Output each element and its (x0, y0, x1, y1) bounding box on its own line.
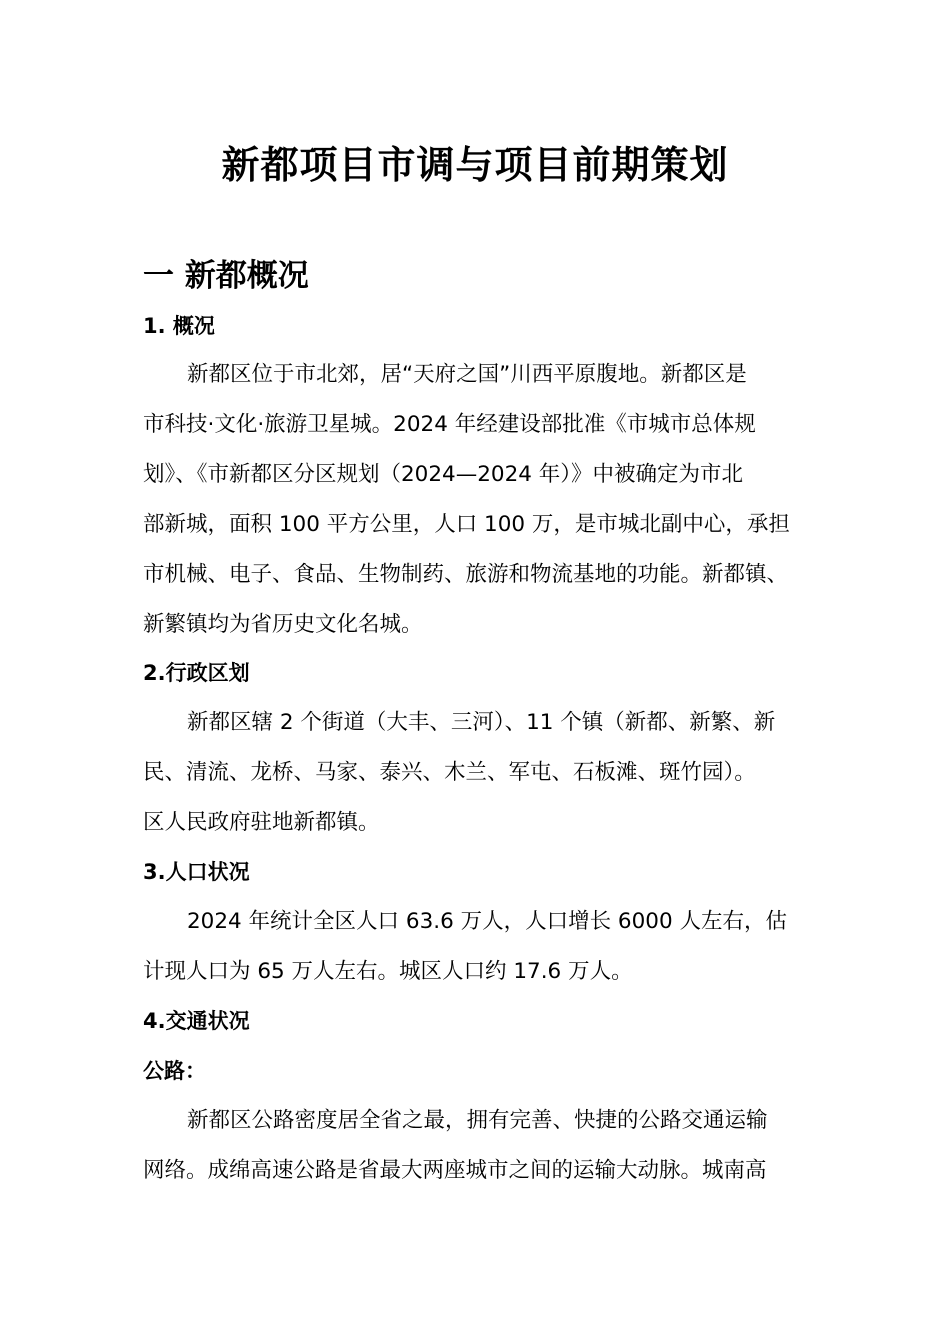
paragraph-line: 区人民政府驻地新都镇。 (143, 810, 380, 835)
paragraph-line: 市科技·文化·旅游卫星城。2024 年经建设部批准《市城市总体规 (143, 412, 756, 437)
paragraph-line: 新繁镇均为省历史文化名城。 (143, 612, 423, 637)
paragraph-population (143, 897, 833, 997)
paragraph-line: 新都区辖 2 个街道（大丰、三河）、11 个镇（新都、新繁、新 (187, 710, 776, 735)
section-heading: 一 新都概况 (143, 258, 309, 294)
paragraph-highway (143, 1096, 833, 1196)
paragraph-overview (143, 350, 833, 650)
paragraph-line: 部新城，面积 100 平方公里，人口 100 万，是市城北副中心，承担 (143, 512, 790, 537)
subheading-administration: 2.行政区划 (143, 661, 250, 685)
document-title: 新都项目市调与项目前期策划 (221, 143, 729, 187)
subheading-traffic: 4.交通状况 (143, 1009, 250, 1033)
paragraph-line: 划》、《市新都区分区规划（2024—2024 年）》中被确定为市北 (143, 462, 744, 487)
subheading-highway: 公路： (143, 1059, 206, 1083)
paragraph-line: 民、清流、龙桥、马家、泰兴、木兰、军屯、石板滩、斑竹园）。 (143, 760, 756, 785)
paragraph-administration (143, 698, 833, 848)
paragraph-line: 新都区位于市北郊，居“天府之国”川西平原腹地。新都区是 (187, 362, 747, 387)
paragraph-line: 新都区公路密度居全省之最，拥有完善、快捷的公路交通运输 (187, 1108, 768, 1133)
subheading-overview: 1. 概况 (143, 314, 215, 338)
paragraph-line: 2024 年统计全区人口 63.6 万人，人口增长 6000 人左右，估 (187, 909, 787, 934)
subheading-population: 3.人口状况 (143, 860, 250, 884)
paragraph-line: 市机械、电子、食品、生物制药、旅游和物流基地的功能。新都镇、 (143, 562, 789, 587)
paragraph-line: 计现人口为 65 万人左右。城区人口约 17.6 万人。 (143, 959, 633, 984)
paragraph-line: 网络。成绵高速公路是省最大两座城市之间的运输大动脉。城南高 (143, 1158, 767, 1183)
